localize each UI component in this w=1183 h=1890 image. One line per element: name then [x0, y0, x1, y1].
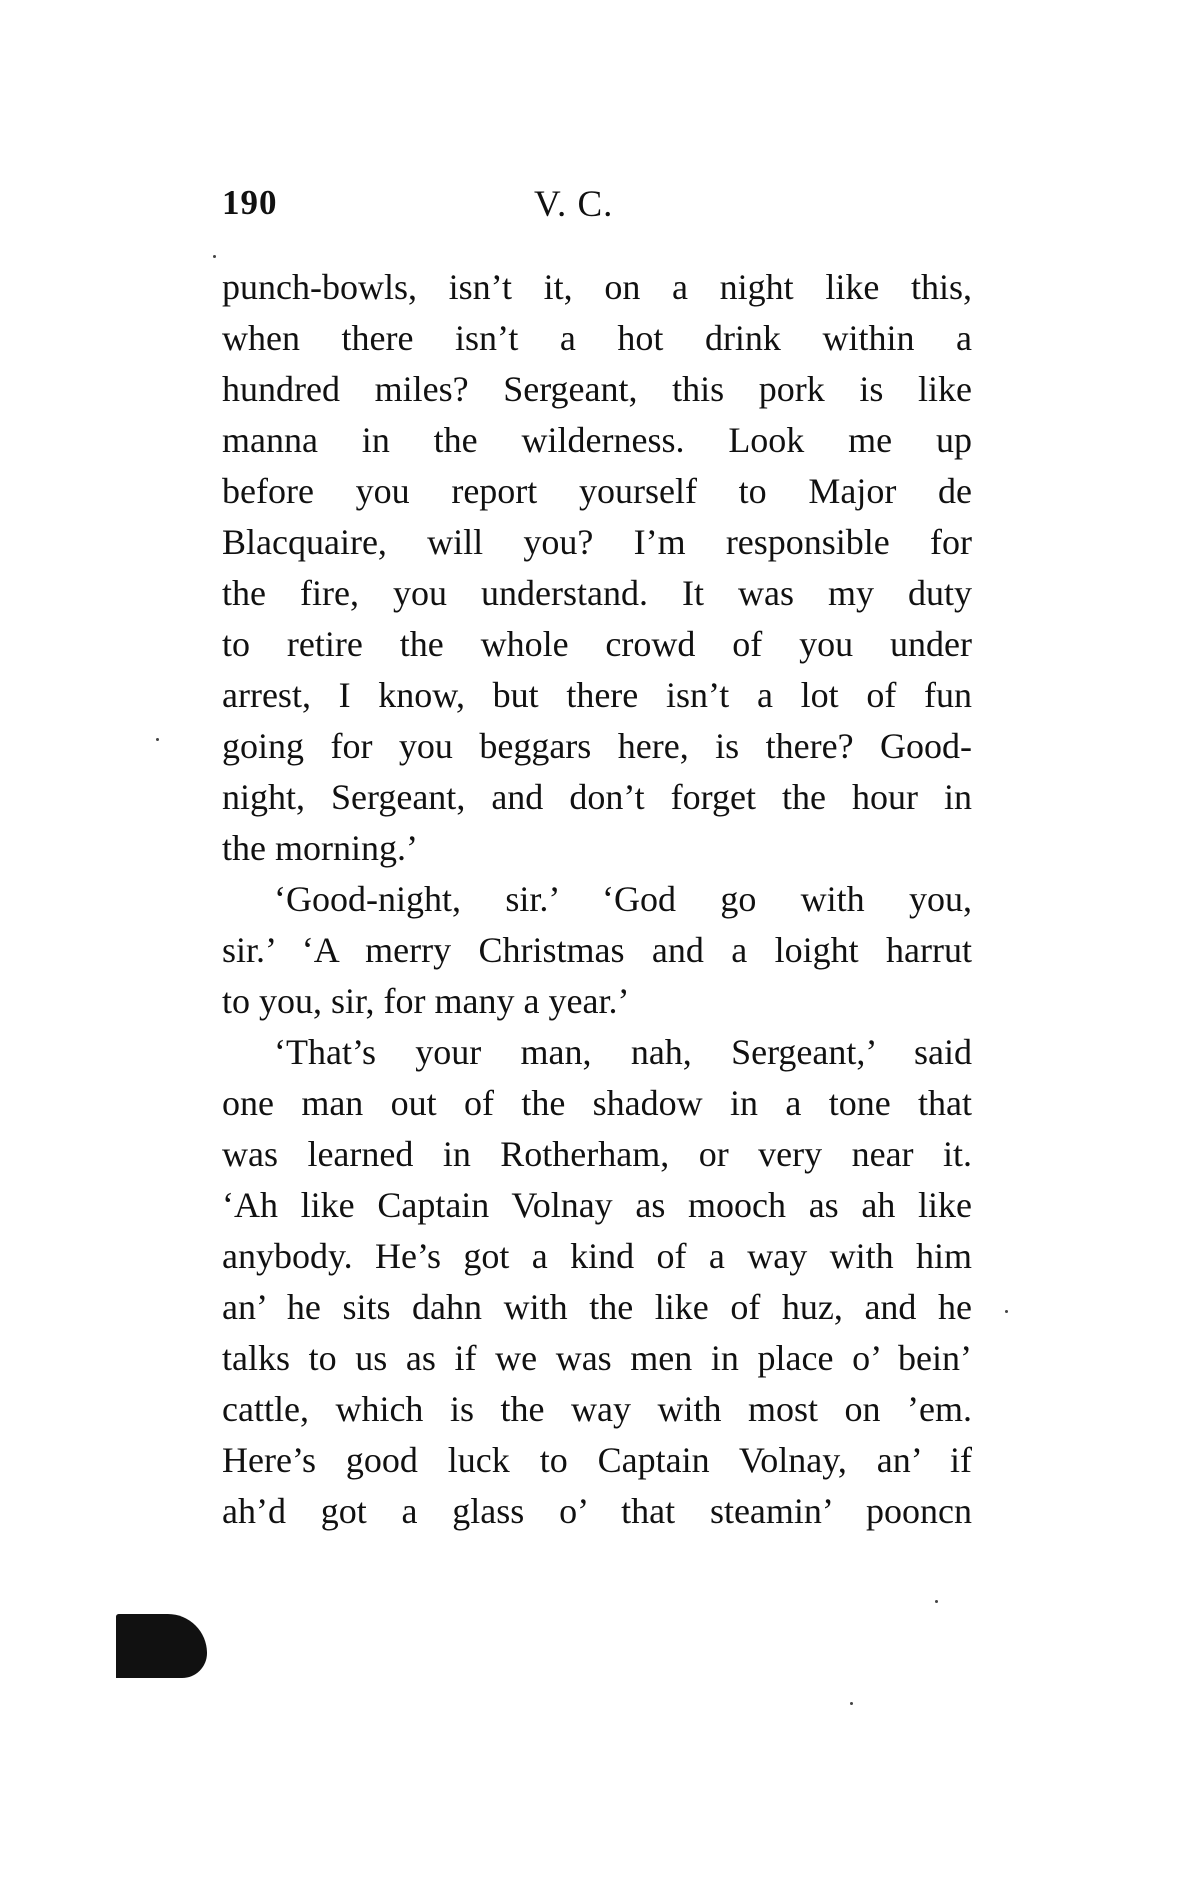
- text-line: cattle, which is the way with most on ’em.: [222, 1389, 972, 1429]
- text-line: punch-bowls, isn’t it, on a night like this,: [222, 267, 972, 307]
- text-line: when there isn’t a hot drink within a: [222, 318, 972, 358]
- text-line: one man out of the shadow in a tone that: [222, 1083, 972, 1123]
- text-line: hundred miles? Sergeant, this pork is like: [222, 369, 972, 409]
- running-title: V. C.: [534, 184, 614, 225]
- text-line: sir.’ ‘A merry Christmas and a loight harrut: [222, 930, 972, 970]
- text-line: going for you beggars here, is there? Good-: [222, 726, 972, 766]
- text-line: ‘Good-night, sir.’ ‘God go with you,: [274, 879, 972, 919]
- scan-speck: [935, 1600, 938, 1603]
- text-line: Here’s good luck to Captain Volnay, an’ if: [222, 1440, 972, 1480]
- text-line: night, Sergeant, and don’t forget the hour in: [222, 777, 972, 817]
- text-line: arrest, I know, but there isn’t a lot of fun: [222, 675, 972, 715]
- scan-speck: [1005, 1310, 1008, 1313]
- text-line: anybody. He’s got a kind of a way with him: [222, 1236, 972, 1276]
- text-line: ah’d got a glass o’ that steamin’ pooncn: [222, 1491, 972, 1531]
- text-line: Blacquaire, will you? I’m responsible for: [222, 522, 972, 562]
- text-line: ‘That’s your man, nah, Sergeant,’ said: [274, 1032, 972, 1072]
- body-text: [222, 262, 972, 1537]
- scan-speck: [156, 738, 159, 741]
- scan-speck: [213, 255, 216, 258]
- text-line: manna in the wilderness. Look me up: [222, 420, 972, 460]
- scan-speck: [850, 1702, 853, 1705]
- text-line: to you, sir, for many a year.’: [222, 981, 630, 1021]
- page-number: 190: [222, 183, 278, 222]
- text-line: to retire the whole crowd of you under: [222, 624, 972, 664]
- text-line: before you report yourself to Major de: [222, 471, 972, 511]
- scan-thumb-mark: [116, 1614, 207, 1678]
- text-line: talks to us as if we was men in place o’ bein’: [222, 1338, 972, 1378]
- text-line: an’ he sits dahn with the like of huz, and he: [222, 1287, 972, 1327]
- text-line: the morning.’: [222, 828, 418, 868]
- text-line: ‘Ah like Captain Volnay as mooch as ah like: [222, 1185, 972, 1225]
- running-head: [222, 183, 970, 231]
- text-line: was learned in Rotherham, or very near it.: [222, 1134, 972, 1174]
- text-line: the fire, you understand. It was my duty: [222, 573, 972, 613]
